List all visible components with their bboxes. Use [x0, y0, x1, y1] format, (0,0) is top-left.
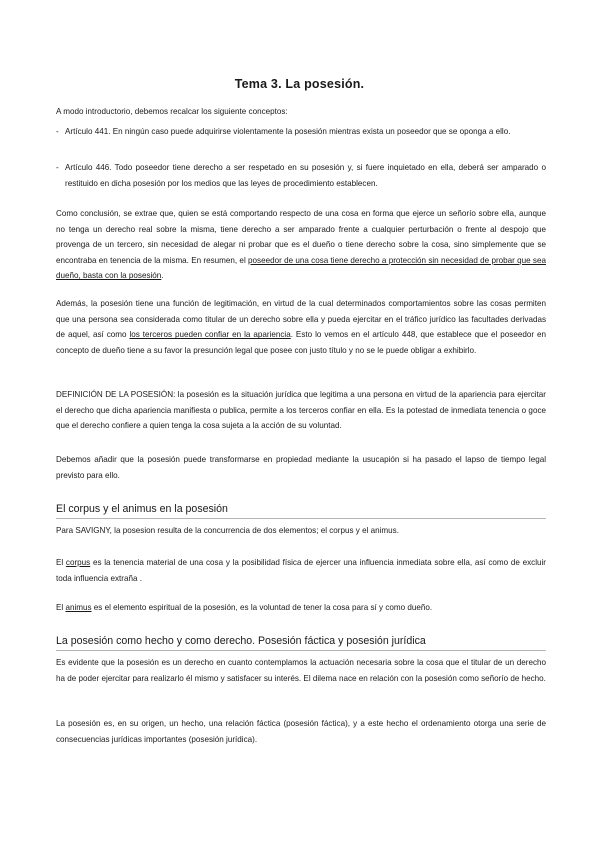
hecho-derecho-paragraph-2: La posesión es, en su origen, un hecho, una relación fáctica (posesión fáctica), y a este hecho el ordenamiento otorga una serie de consecuencias jurídicas importantes (posesión jurídica).: [56, 719, 546, 744]
corpus-term: corpus: [65, 558, 91, 567]
section-heading-corpus-animus: El corpus y el animus en la posesión: [56, 503, 546, 519]
corpus-definition: es la tenencia material de una cosa y la posibilidad física de ejercer una influencia inmediata sobre ella, así como de excluir toda influencia extraña .: [56, 558, 546, 583]
legitimacion-paragraph: [56, 296, 546, 358]
legitimacion-underlined: los terceros pueden confiar en la apariencia: [129, 330, 291, 340]
bullet-article-446: Artículo 446. Todo poseedor tiene derecho a ser respetado en su posesión y, si fuere inquietado en ella, deberá ser amparado o restituido en dicha posesión por los medios que las leyes de procedimiento establecen.: [65, 163, 546, 188]
animus-prefix: El: [56, 603, 66, 612]
intro-paragraph: A modo introductorio, debemos recalcar los siguiente conceptos:: [56, 107, 288, 116]
conclusion-text: Como conclusión, se extrae que, quien se está comportando respecto de una cosa en forma que ejerce un señorío sobre ella, aunque no tenga un derecho real sobre la misma, tiene derecho a ser amparado frente a cualquier perturbación o frente al despojo que provenga de un tercero, sin necesidad de alegar ni probar que es el dueño o tiene derecho sobre la cosa, sino simplemente que se encontraba en tenencia de la misma. En resumen, el: [56, 209, 546, 265]
hecho-derecho-paragraph-1: Es evidente que la posesión es un derecho en cuanto contemplamos la actuación necesaria sobre la cosa que el titular de un derecho ha de poder ejercitar para realizarlo él mismo y satisfacer su interés. El dilema nace en relación con la posesión como señorío de hecho.: [56, 658, 546, 683]
bullet-marker: -: [56, 127, 59, 136]
animus-term: animus: [65, 603, 92, 612]
usucapion-paragraph: Debemos añadir que la posesión puede transformarse en propiedad mediante la usucapión si ha pasado el lapso de tiempo legal previsto para ello.: [56, 455, 546, 480]
animus-paragraph: [56, 600, 546, 616]
conclusion-underlined: poseedor de una cosa tiene derecho a protección sin necesidad de probar que sea dueño, basta con la posesión: [56, 255, 546, 281]
bullet-marker: -: [56, 163, 59, 172]
corpus-paragraph: [56, 555, 546, 586]
page-title: Tema 3. La posesión.: [234, 77, 365, 91]
legitimacion-text: Además, la posesión tiene una función de legitimación, en virtud de la cual determinados comportamientos sobre las cosas permiten que una persona sea considerada como titular de un derecho sobre ella y pueda ejercitar en el tráfico jurídico las facultades derivadas de aquel, así como: [56, 299, 546, 340]
corpus-prefix: El: [56, 558, 66, 567]
conclusion-paragraph: [56, 206, 546, 284]
conclusion-end: .: [161, 271, 164, 281]
section-heading-hecho-derecho: La posesión como hecho y como derecho. Posesión fáctica y posesión jurídica: [56, 635, 546, 651]
savigny-paragraph: Para SAVIGNY, la posesion resulta de la concurrencia de dos elementos; el corpus y el animus.: [56, 526, 399, 535]
legitimacion-end: . Esto lo vemos en el artículo 448, que establece que el poseedor en concepto de dueño tiene a su favor la presunción legal que posee con justo título y no se le puede obligar a exhibirlo.: [56, 330, 547, 355]
bullet-article-441: Artículo 441. En ningún caso puede adquirirse violentamente la posesión mientras exista un poseedor que se oponga a ello.: [65, 127, 511, 136]
definicion-paragraph: DEFINICIÓN DE LA POSESIÓN: la posesión es la situación jurídica que legitima a una persona en virtud de la apariencia para ejercitar el derecho que dicha apariencia manifiesta o publica, permite a los terceros confiar en ella. Es la potestad de inmediata tenencia o goce que el derecho confiere a quien tenga la cosa sujeta a la acción de su voluntad.: [56, 390, 546, 431]
animus-definition: es el elemento espiritual de la posesión, es la voluntad de tener la cosa para sí y como dueño.: [91, 603, 433, 612]
